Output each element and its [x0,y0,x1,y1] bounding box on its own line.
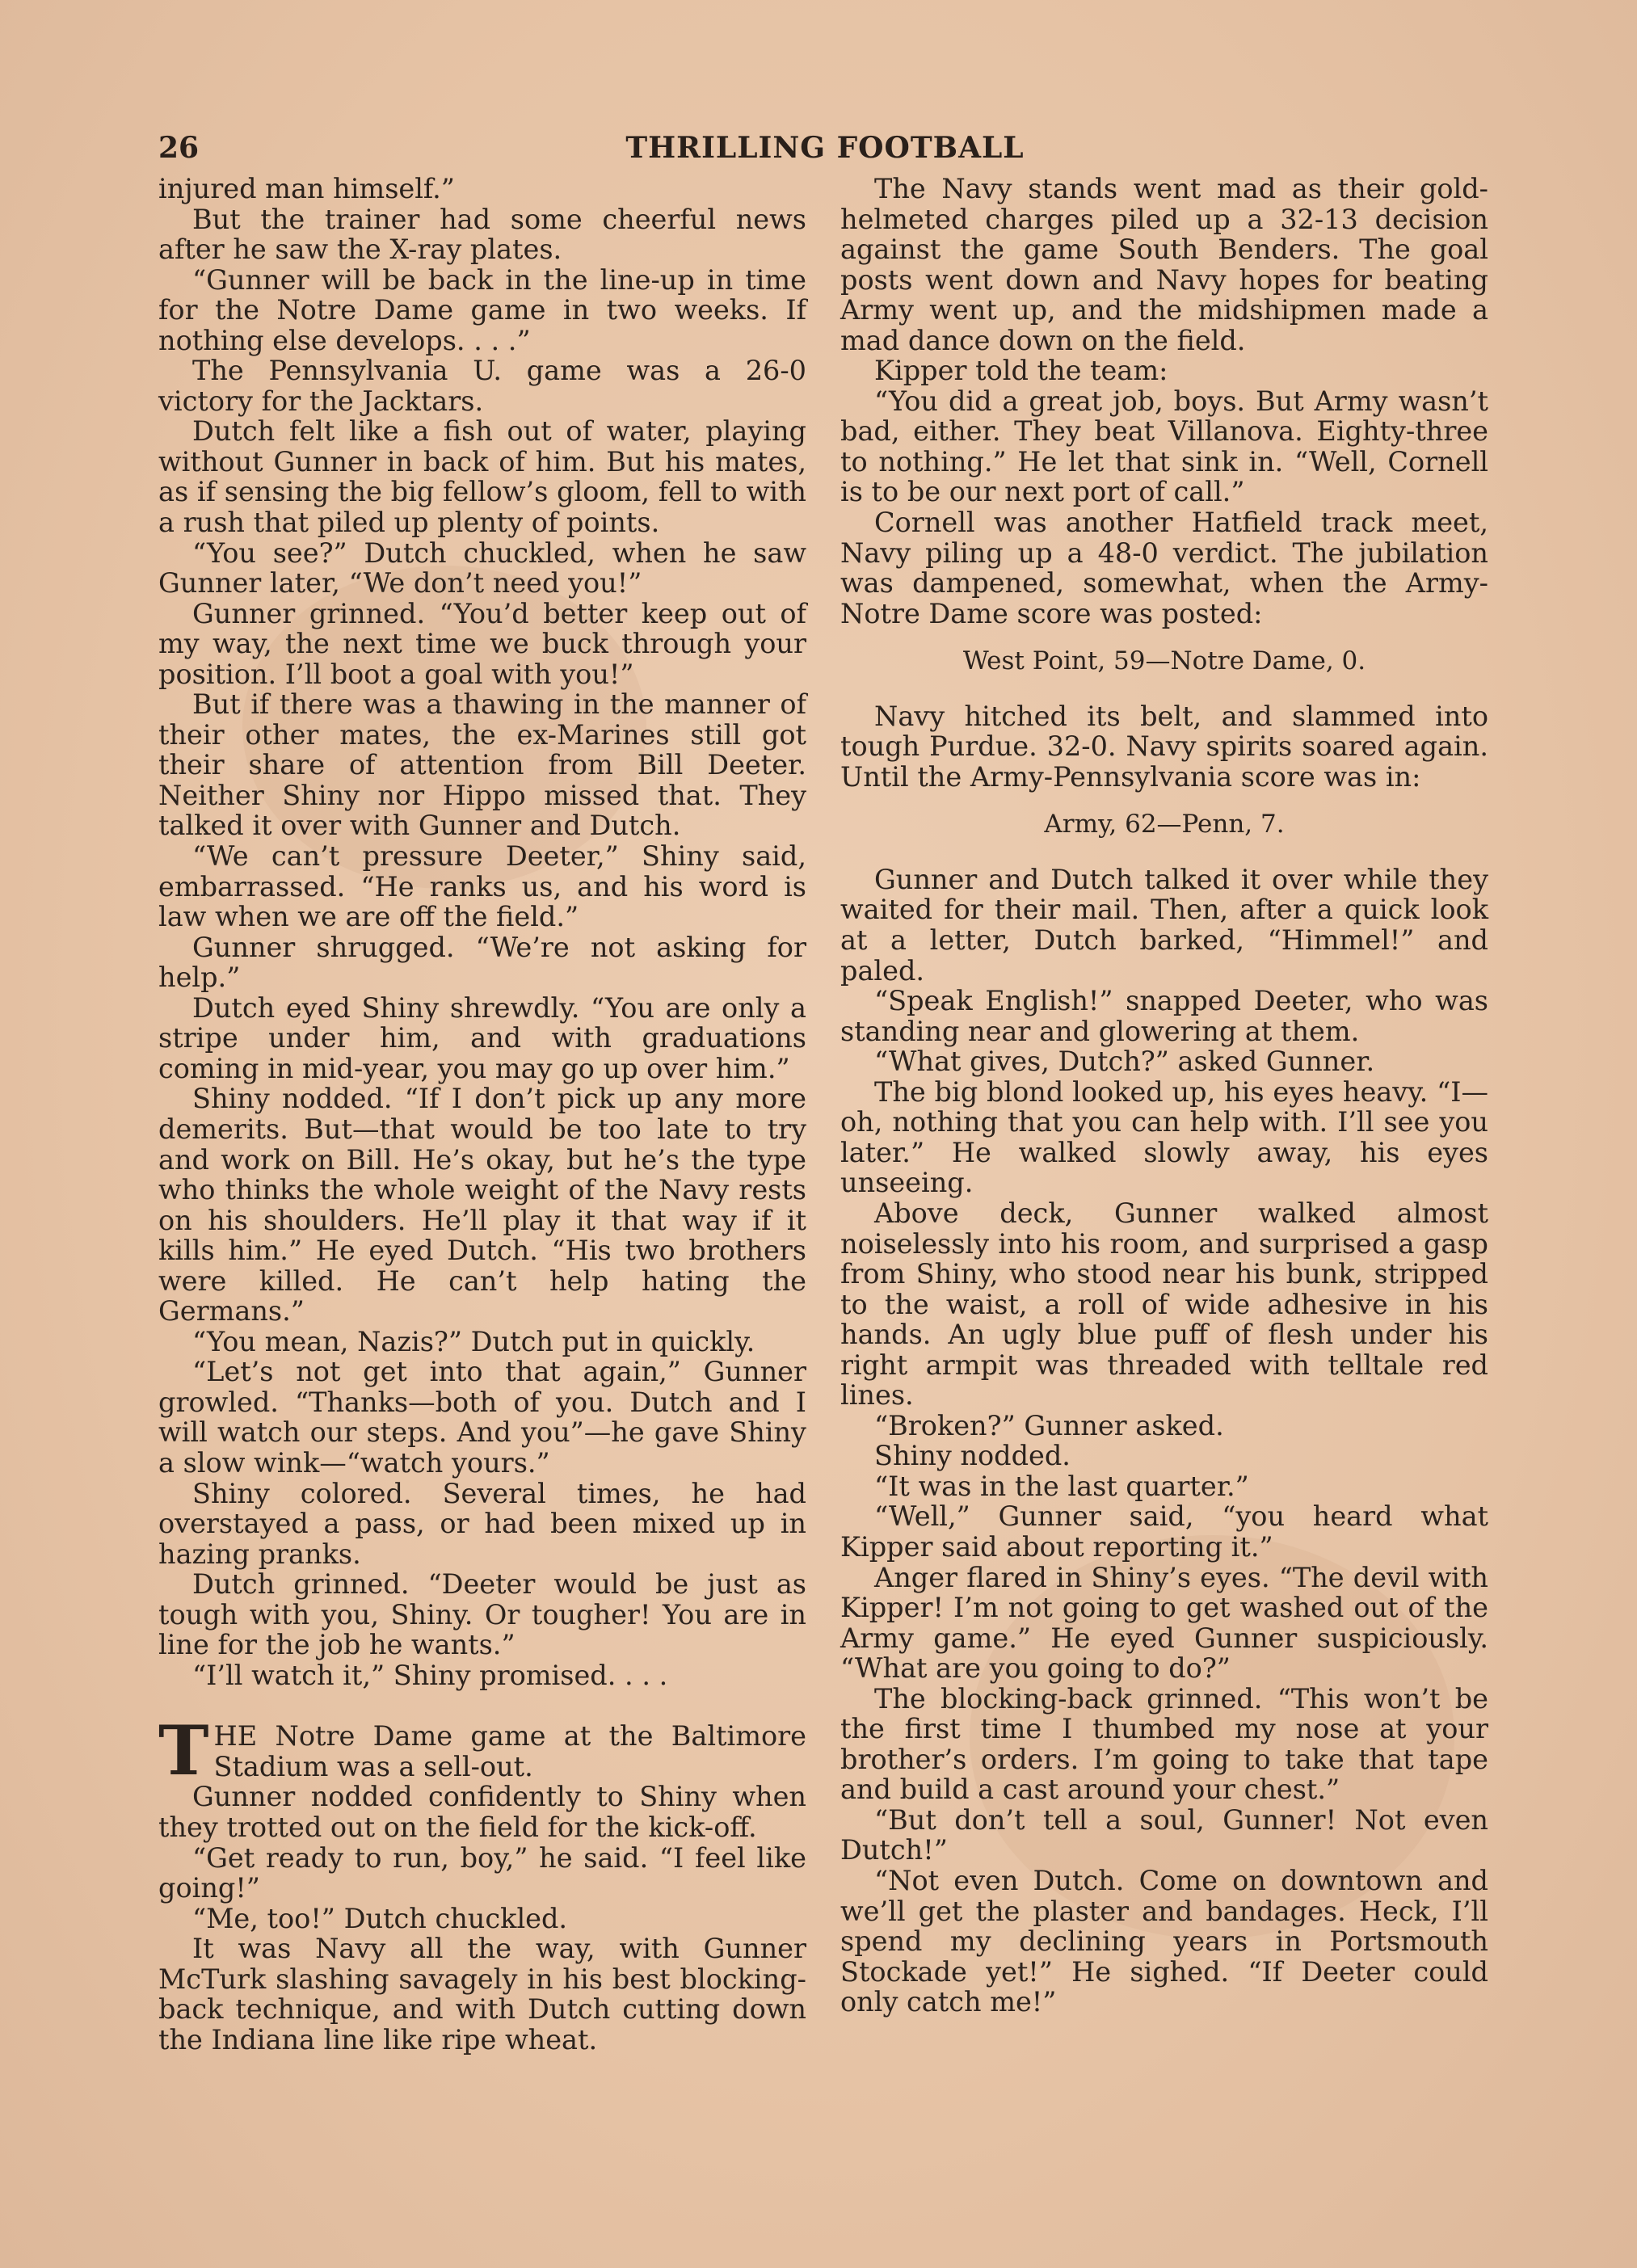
paragraph: But if there was a thawing in the manner of their other mates, the ex-Marines still got their share of attention from Bill Deeter. Neither Shiny nor Hippo missed that. They talked it over with Gunner and Dutch. [158,688,806,842]
paragraph: Gunner nodded confidently to Shiny when they trotted out on the field for the kick-off. [158,1781,806,1843]
paragraph: “Gunner will be back in the line-up in time for the Notre Dame game in two weeks. If nothing else develops. . . .” [158,263,806,356]
paragraph: But the trainer had some cheerful news after he saw the X-ray plates. [158,203,806,266]
paragraph: Shiny nodded. [874,1440,1071,1472]
paragraph: “But don’t tell a soul, Gunner! Not even Dutch!” [840,1803,1488,1866]
paragraph: The Pennsylvania U. game was a 26-0 victory for the Jacktars. [158,355,806,417]
paragraph: “You did a great job, boys. But Army wasn’t bad, either. They beat Villanova. Eighty-three to nothing.” He let that sink in. “Well, Cornell is to be our next port of call.” [840,385,1488,508]
paragraph: “Me, too!” Dutch chuckled. [192,1902,568,1934]
paragraph: Anger flared in Shiny’s eyes. “The devil with Kipper! I’m not going to get washed out of the Army game.” He eyed Gunner suspiciously. “What are you going to do?” [840,1561,1488,1685]
score-line: Army, 62—Penn, 7. [1044,810,1285,839]
paragraph: “Broken?” Gunner asked. [874,1409,1224,1441]
paragraph: “Not even Dutch. Come on downtown and we’ll get the plaster and bandages. Heck, I’ll spend my declining years in Portsmouth Stockade yet!” He sighed. “If Deeter could only catch me!” [840,1864,1488,2018]
section-opening-paragraph [158,1710,806,1791]
paragraph: “Let’s not get into that again,” Gunner growled. “Thanks—both of you. Dutch and I will watch our steps. And you”—he gave Shiny a slow wink—“watch yours.” [158,1356,806,1479]
paragraph: Gunner shrugged. “We’re not asking for help.” [158,931,806,994]
paragraph: Dutch grinned. “Deeter would be just as tough with you, Shiny. Or tougher! You are in line for the job he wants.” [158,1568,806,1661]
section-opening-text: HE Notre Dame game at the Baltimore Stadium was a sell-out. [213,1720,806,1782]
paragraph: Shiny nodded. “If I don’t pick up any more demerits. But—that would be too late to try and work on Bill. He’s okay, but he’s the type who thinks the whole weight of the Navy rests on his shoulders. He’ll play it that way if it kills him.” He eyed Dutch. “His two brothers were killed. He can’t help hating the Germans.” [158,1083,806,1328]
paragraph: It was Navy all the way, with Gunner McTurk slashing savagely in his best blocking-back technique, and with Dutch cutting down the Indiana line like ripe wheat. [158,1933,806,2056]
paragraph: Shiny colored. Several times, he had overstayed a pass, or had been mixed up in hazing pranks. [158,1477,806,1570]
left-column [158,174,806,2055]
paragraph: Gunner and Dutch talked it over while they waited for their mail. Then, after a quick look at a letter, Dutch barked, “Himmel!” and paled. [840,863,1488,987]
paragraph: The Navy stands went mad as their gold-helmeted charges piled up a 32-13 decision against the game South Benders. The goal posts went down and Navy hopes for beating Army went up, and the midshipmen made a mad dance down on the field. [840,173,1488,356]
paragraph: “We can’t pressure Deeter,” Shiny said, embarrassed. “He ranks us, and his word is law when we are off the field.” [158,840,806,933]
right-column [840,174,1488,2018]
score-line: West Point, 59—Notre Dame, 0. [962,646,1366,676]
paragraph: “Speak English!” snapped Deeter, who was standing near and glowering at them. [840,985,1488,1047]
paragraph: “Well,” Gunner said, “you heard what Kipper said about reporting it.” [840,1500,1488,1563]
page-header [158,131,1492,171]
paragraph: Cornell was another Hatfield track meet, Navy piling up a 48-0 verdict. The jubilation was dampened, somewhat, when the Army-Notre Dame score was posted: [840,507,1488,629]
drop-cap: T [158,1710,209,1791]
paragraph: Above deck, Gunner walked almost noiselessly into his room, and surprised a gasp from Shiny, who stood near his bunk, stripped to the waist, a roll of wide adhesive in his hands. An ugly blue puff of flesh under his right armpit was threaded with telltale red lines. [840,1197,1488,1412]
paragraph: “It was in the last quarter.” [874,1470,1249,1502]
paragraph: Gunner grinned. “You’d better keep out of my way, the next time we buck through your position. I’ll boot a goal with you!” [158,597,806,690]
paragraph: “What gives, Dutch?” asked Gunner. [874,1046,1375,1078]
page-number: 26 [158,131,200,165]
paragraph: The big blond looked up, his eyes heavy. “I—oh, nothing that you can help with. I’ll see you later.” He walked slowly away, his eyes unseeing. [840,1075,1488,1199]
paragraph: “I’ll watch it,” Shiny promised. . . . [192,1659,668,1691]
paragraph: “Get ready to run, boy,” he said. “I feel like going!” [158,1841,806,1904]
paragraph: “You mean, Nazis?” Dutch put in quickly. [192,1325,755,1357]
paragraph: Kipper told the team: [874,355,1168,387]
paragraph: Navy hitched its belt, and slammed into tough Purdue. 32-0. Navy spirits soared again. Until the Army-Pennsylvania score was in: [840,700,1488,793]
paragraph: injured man himself.” [158,173,455,204]
paragraph: Dutch eyed Shiny shrewdly. “You are only a stripe under him, and with graduations coming in mid-year, you may go up over him.” [158,991,806,1084]
paragraph: “You see?” Dutch chuckled, when he saw Gunner later, “We don’t need you!” [158,536,806,600]
paragraph: The blocking-back grinned. “This won’t be the first time I thumbed my nose at your brother’s orders. I’m going to take that tape and build a cast around your chest.” [840,1682,1488,1806]
paragraph: Dutch felt like a fish out of water, playing without Gunner in back of him. But his mates, as if sensing the big fellow’s gloom, fell to with a rush that piled up plenty of points. [158,415,806,539]
magazine-title: THRILLING FOOTBALL [625,131,1025,165]
